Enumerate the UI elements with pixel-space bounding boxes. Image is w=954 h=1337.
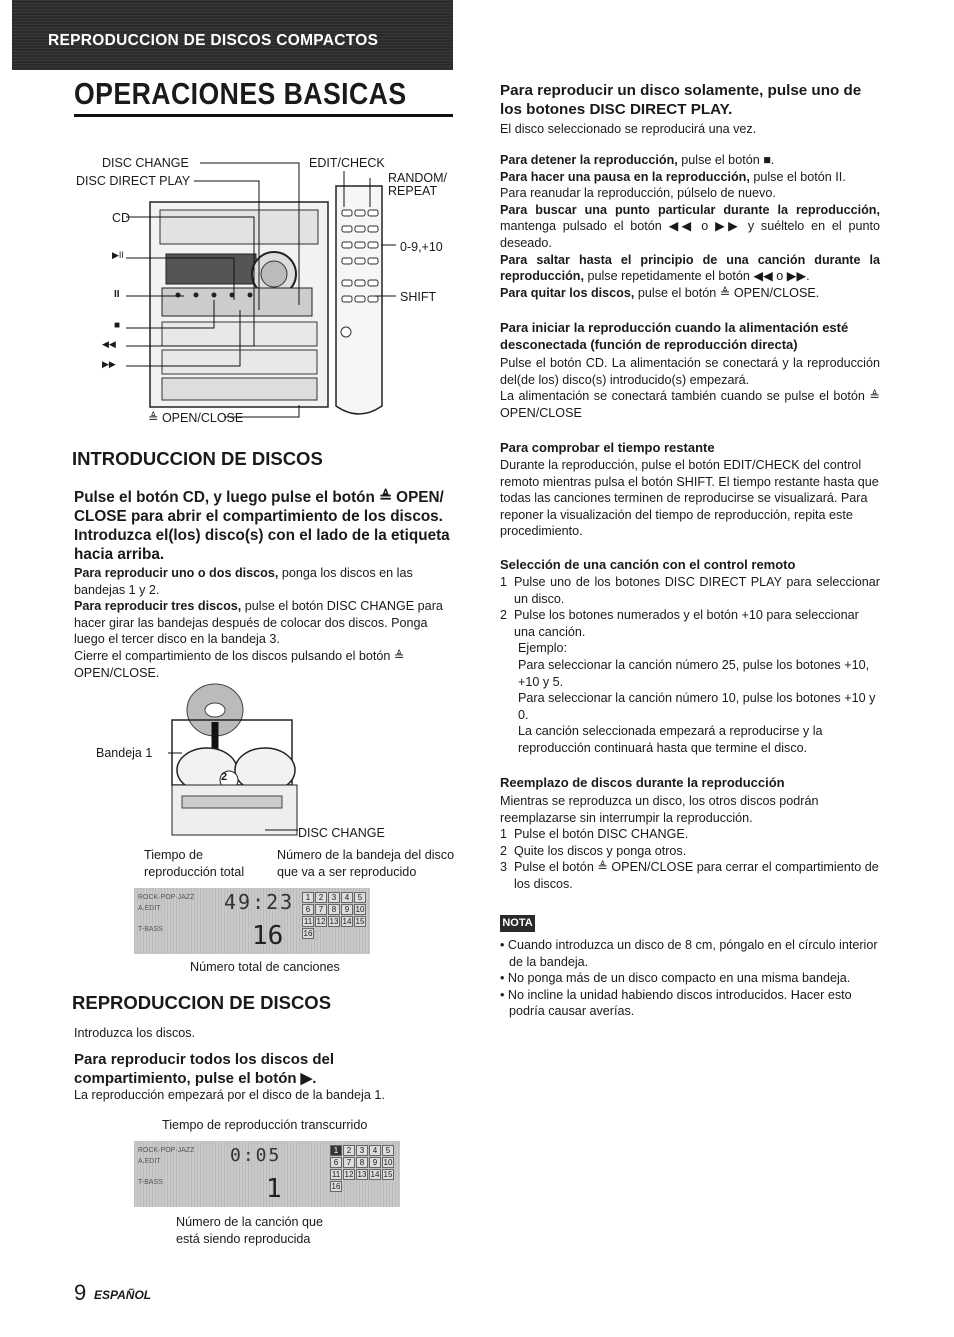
- grid-cell: 3: [328, 892, 340, 903]
- remove-instruction: Para quitar los discos, pulse el botón ≜ OPEN/CLOSE.: [500, 285, 820, 300]
- play-pause-icon: ▶II: [112, 250, 124, 260]
- label-shift: SHIFT: [400, 290, 437, 304]
- grid-cell: 3: [356, 1145, 368, 1156]
- section-banner-text: REPRODUCCION DE DISCOS COMPACTOS: [48, 32, 379, 49]
- grid-cell: 9: [369, 1157, 381, 1168]
- grid-cell: 1: [330, 1145, 342, 1156]
- example-1: Para seleccionar la canción número 25, pulse los botones +10, +10 y 5.: [518, 657, 870, 689]
- lcd-display-2: [134, 1141, 400, 1207]
- grid-cell: 2: [343, 1145, 355, 1156]
- intro-heading: INTRODUCCION DE DISCOS: [72, 448, 323, 469]
- nota-badge: NOTA: [500, 915, 535, 932]
- section-banner: [12, 0, 453, 70]
- caption-elapsed-time: Tiempo de reproducción transcurrido: [162, 1118, 368, 1132]
- replace-text: Mientras se reproduzca un disco, los otros discos podrán reemplazarse sin interrumpir la reproducción.: [500, 794, 819, 825]
- caption-total-time: Tiempo de reproducción total: [144, 848, 245, 879]
- grid-cell: 11: [331, 1170, 341, 1179]
- grid-cell: 12: [344, 1170, 354, 1179]
- grid-cell: 16: [331, 1182, 341, 1191]
- search-instruction: Para buscar una punto particular durante la reproducción, mantenga pulsado el botón ◀◀ o ▶▶ y suéltelo en el punto deseado.: [500, 202, 880, 250]
- lcd-track-grid-2: [330, 1145, 394, 1192]
- remote-select-steps: [500, 574, 880, 757]
- repro-intro: Introduzca los discos.: [74, 1026, 196, 1040]
- grid-cell: 12: [316, 917, 326, 926]
- tray-number: 2: [221, 771, 228, 783]
- lcd-total-time: 49:23: [224, 890, 295, 914]
- unit-diagram: [74, 150, 464, 430]
- intro-body: [74, 565, 454, 681]
- fast-forward-icon: ▶▶: [102, 359, 116, 369]
- grid-cell: 8: [328, 904, 340, 915]
- intro-p2: Para reproducir tres discos, pulse el botón DISC CHANGE para hacer girar las bandejas después de colocar dos discos. Ponga luego el tercer disco en la bandeja 3.: [74, 599, 443, 647]
- lcd-artist-text: A.EDIT: [138, 905, 161, 912]
- skip-instruction: Para saltar hasta el principio de una canción durante la reproducción, pulse repetidamente el botón ◀◀ o ▶▶.: [500, 252, 880, 284]
- grid-cell: 14: [370, 1170, 380, 1179]
- remaining-time-text: Durante la reproducción, pulse el botón EDIT/CHECK del control remoto mientras pulsa el botón SHIFT. El tiempo restante hasta que todas las canciones terminen de reproducirse se visualizará. Para reponer la visualización del tiempo de reproducción, repita este procedimiento.: [500, 458, 879, 539]
- pause-instruction: Para hacer una pausa en la reproducción, pulse el botón II.: [500, 169, 846, 184]
- direct-play-text: El disco seleccionado se reproducirá una vez.: [500, 122, 757, 136]
- lcd-track-grid: [302, 892, 366, 939]
- grid-cell: 1: [302, 892, 314, 903]
- note-item: • No incline la unidad habiendo discos introducidos. Hacer esto podría causar averías.: [500, 987, 852, 1019]
- lcd-mode-text: ROCK·POP·JAZZ: [138, 1147, 195, 1154]
- lcd-tbass-text: T-BASS: [138, 1179, 163, 1186]
- label-disc-change: DISC CHANGE: [102, 156, 189, 170]
- example-label: Ejemplo:: [518, 641, 567, 656]
- direct-play-heading: Para reproducir un disco solamente, pulse uno de los botones DISC DIRECT PLAY.: [500, 82, 862, 118]
- example-2: Para seleccionar la canción número 10, pulse los botones +10 y 0.: [518, 691, 876, 722]
- grid-cell: 8: [356, 1157, 368, 1168]
- label-edit-check: EDIT/CHECK: [309, 156, 385, 170]
- caption-current-track: Número de la canción que está siendo reproducida: [176, 1215, 324, 1246]
- grid-cell: 13: [357, 1170, 367, 1179]
- replace-step-1: 1 Pulse el botón DISC CHANGE.: [500, 827, 689, 842]
- title-rule: [74, 114, 453, 117]
- repro-heading: REPRODUCCION DE DISCOS: [72, 992, 332, 1013]
- grid-cell: 10: [355, 905, 365, 914]
- grid-cell: 5: [382, 1145, 394, 1156]
- resume-instruction: Para reanudar la reproducción, púlselo de nuevo.: [500, 186, 776, 201]
- note-item: • Cuando introduzca un disco de 8 cm, póngalo en el círculo interior de la bandeja.: [500, 938, 878, 969]
- grid-cell: 6: [302, 904, 314, 915]
- pause-icon: II: [114, 289, 120, 300]
- lcd-current-track: 1: [266, 1174, 282, 1204]
- grid-cell: 16: [303, 929, 313, 938]
- remaining-time-heading: Para comprobar el tiempo restante: [500, 440, 715, 455]
- grid-cell: 2: [315, 892, 327, 903]
- remote-select-heading: Selección de una canción con el control remoto: [500, 557, 796, 572]
- replace-step-3: 3 Pulse el botón ≜ OPEN/CLOSE para cerrar el compartimiento de los discos.: [500, 860, 879, 891]
- tray-diagram: [90, 680, 410, 840]
- label-random-repeat: RANDOM/ REPEAT: [388, 171, 448, 198]
- caption-tray-number: Número de la bandeja del disco que va a ser reproducido: [277, 848, 455, 879]
- grid-cell: 4: [369, 1145, 381, 1156]
- rewind-icon: ◀◀: [102, 339, 116, 349]
- replace-body: [500, 793, 880, 893]
- intro-p1: Para reproducir uno o dos discos, ponga los discos en las bandejas 1 y 2.: [74, 566, 413, 597]
- lcd-display-1: [134, 888, 370, 954]
- label-open-close: ≜ OPEN/CLOSE: [148, 411, 244, 425]
- page-language: ESPAÑOL: [94, 1288, 152, 1302]
- lcd-total-tracks: 16: [252, 921, 284, 951]
- grid-cell: 7: [343, 1157, 355, 1168]
- grid-cell: 15: [355, 917, 365, 926]
- label-disc-direct-play: DISC DIRECT PLAY: [76, 174, 191, 188]
- grid-cell: 4: [341, 892, 353, 903]
- label-disc-change-2: DISC CHANGE: [298, 826, 385, 840]
- stop-icon: ■: [114, 320, 121, 331]
- note-item: • No ponga más de un disco compacto en una misma bandeja.: [500, 971, 851, 986]
- remote-step-2: 2 Pulse los botones numerados y el botón +10 para seleccionar una canción.: [500, 608, 859, 639]
- grid-cell: 6: [330, 1157, 342, 1168]
- grid-cell: 13: [329, 917, 339, 926]
- label-cd: CD: [112, 211, 131, 225]
- label-bandeja: Bandeja 1: [96, 746, 153, 760]
- grid-cell: 7: [315, 904, 327, 915]
- lcd-tbass-text: T-BASS: [138, 926, 163, 933]
- caption-total-songs: Número total de canciones: [190, 960, 340, 974]
- direct-power-p1: Pulse el botón CD. La alimentación se conectará y la reproducción del(de los) disco(s) introducido(s) empezará.: [500, 356, 880, 387]
- direct-power-p2: La alimentación se conectará también cuando se pulse el botón ≜ OPEN/CLOSE: [500, 389, 880, 420]
- grid-cell: 11: [303, 917, 313, 926]
- direct-power-heading: Para iniciar la reproducción cuando la alimentación esté desconectada (función de reproducción directa): [500, 320, 849, 352]
- grid-cell: 9: [341, 904, 353, 915]
- repro-subheading: Para reproducir todos los discos del compartimiento, pulse el botón ▶.: [74, 1051, 335, 1087]
- replace-step-2: 2 Quite los discos y ponga otros.: [500, 843, 687, 858]
- repro-text: La reproducción empezará por el disco de la bandeja 1.: [74, 1088, 385, 1102]
- lcd-mode-text: ROCK·POP·JAZZ: [138, 894, 195, 901]
- page-title: OPERACIONES BASICAS: [74, 76, 407, 111]
- intro-p3: Cierre el compartimiento de los discos pulsando el botón ≜ OPEN/CLOSE.: [74, 648, 405, 680]
- example-end: La canción seleccionada empezará a reproducirse y la reproducción continuará hasta que termine el disco.: [518, 724, 823, 755]
- grid-cell: 5: [354, 892, 366, 903]
- remote-step-1: 1 Pulse uno de los botones DISC DIRECT PLAY para seleccionar un disco.: [500, 575, 880, 606]
- grid-cell: 15: [383, 1170, 393, 1179]
- intro-lead: Pulse el botón CD, y luego pulse el botón ≜ OPEN/ CLOSE para abrir el compartimiento de los discos. Introduzca el(los) disco(s) con el lado de la etiqueta hacia arriba.: [74, 489, 450, 563]
- notes-list: [500, 937, 882, 1020]
- page-number: 9: [74, 1280, 87, 1305]
- playback-controls: [500, 152, 880, 301]
- label-num-keys: 0-9,+10: [400, 240, 443, 254]
- disc-tray-illustration: [90, 680, 410, 840]
- stop-instruction: Para detener la reproducción, pulse el botón ■.: [500, 153, 775, 167]
- direct-power-body: [500, 355, 880, 421]
- lcd-artist-text: A.EDIT: [138, 1158, 161, 1165]
- remote-example: [500, 640, 880, 756]
- grid-cell: 10: [383, 1158, 393, 1167]
- replace-heading: Reemplazo de discos durante la reproducción: [500, 775, 785, 790]
- grid-cell: 14: [342, 917, 352, 926]
- lcd-elapsed-time: 0:05: [230, 1145, 282, 1166]
